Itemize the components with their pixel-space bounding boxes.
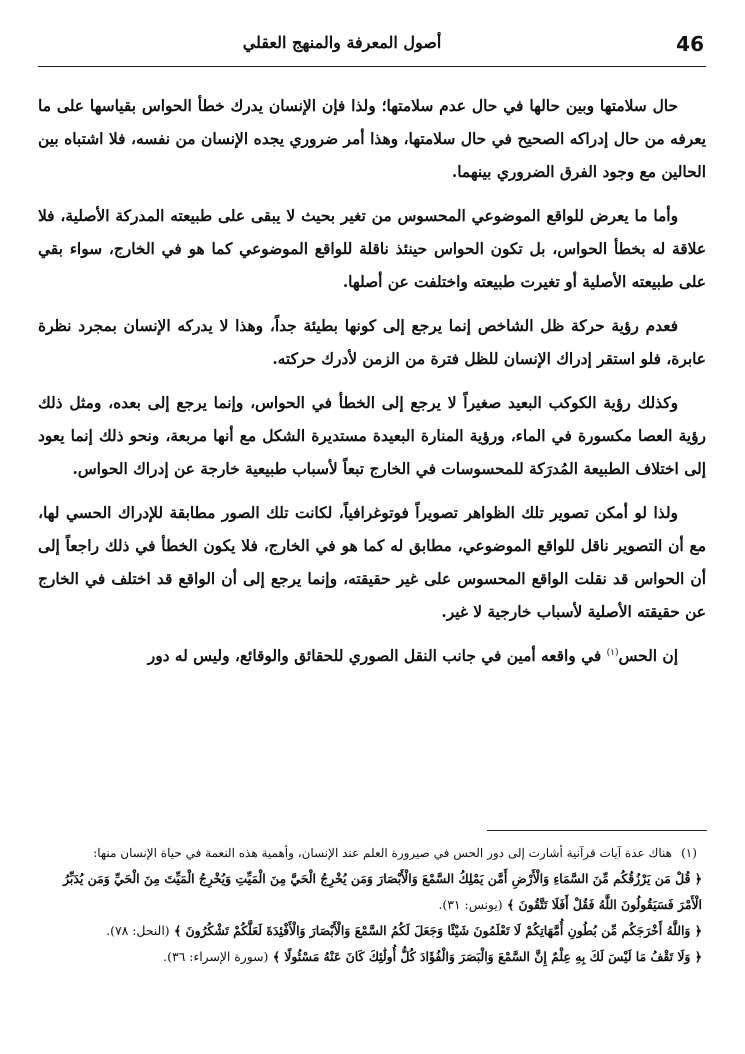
footnote-divider [487, 830, 707, 831]
quran-verse [38, 918, 706, 944]
paragraph-text-end: في واقعه أمين في جانب النقل الصوري للحقائق والوقائع، وليس له دور [147, 647, 607, 665]
paragraph-text-start: إن الحس [618, 647, 678, 665]
footnotes [38, 840, 706, 970]
paragraph: وأما ما يعرض للواقع الموضوعي المحسوس من تغير بحيث لا يبقى على طبيعته المدركة الأصلية، فلا علاقة له بخطأ الحواس، بل تكون الحواس حينئذ ناقلة للواقع الموضوعي كما هو في الخارج، سواء بقي على طبيعته الأصلية أو تغيرت طبيعته واختلفت عن أصلها. [38, 207, 706, 291]
verse-text: ﴿ وَاللَّهُ أَخْرَجَكُم مِّن بُطُونِ أُمَّهَاتِكُمْ لَا تَعْلَمُونَ شَيْئًا وَجَعَلَ لَكُمُ السَّمْعَ وَالْأَبْصَارَ وَالْأَفْئِدَةَ لَعَلَّكُمْ تَشْكُرُونَ ﴾ [173, 923, 702, 938]
paragraph-last [38, 640, 706, 673]
page-header [38, 30, 706, 67]
footnote-1 [38, 840, 706, 866]
verse-reference: (النحل: ٧٨). [106, 923, 170, 938]
footnote-reference[interactable]: (١) [606, 647, 619, 658]
paragraph: وكذلك رؤية الكوكب البعيد صغيراً لا يرجع إلى الخطأ في الحواس، وإنما يرجع إلى بعده، ومثل ذلك رؤية العصا مكسورة في الماء، ورؤية المنارة البعيدة مستديرة الشكل مع أنها مربعة، ونحو ذلك إنما يعود إلى اختلاف الطبيعة المُدرَكة للمحسوسات في الخارج تبعاً لأسباب طبيعية خارجة عن إدراك الحواس. [38, 394, 706, 478]
footnote-number: (١) [681, 846, 697, 860]
footnote-text: هناك عدة آيات قرآنية أشارت إلى دور الحس في صيرورة العلم عند الإنسان، وأهمية هذه النعمة في حياة الإنسان منها: [93, 846, 672, 860]
running-title: أصول المعرفة والمنهج العقلي [242, 33, 442, 52]
paragraph: ولذا لو أمكن تصوير تلك الظواهر تصويراً فوتوغرافياً، لكانت تلك الصور مطابقة للإدراك الحسي لها، مع أن التصوير ناقل للواقع الموضوعي، مطابق له كما هو في الخارج، فلا يكون الخطأ في ذلك راجعاً إلى أن الحواس قد نقلت الواقع المحسوس على غير حقيقته، وإنما يرجع إلى أن الواقع قد اختلف في الخارج عن حقيقته الأصلية لأسباب خارجية لا غير. [38, 504, 706, 621]
body-text [38, 90, 706, 684]
paragraph: فعدم رؤية حركة ظل الشاخص إنما يرجع إلى كونها بطيئة جداً، وهذا لا يدركه الإنسان بمجرد نظرة عابرة، فلو استقر إدراك الإنسان للظل فترة من الزمن لأدرك حركته. [38, 317, 706, 368]
verse-reference: (سورة الإسراء: ٣٦). [163, 949, 269, 964]
quran-verse [38, 866, 706, 918]
page-number: 46 [676, 32, 704, 56]
quran-verse [38, 944, 706, 970]
verse-text: ﴿ وَلَا تَقْفُ مَا لَيْسَ لَكَ بِهِ عِلْمٌ إِنَّ السَّمْعَ وَالْبَصَرَ وَالْفُؤَادَ كُلُّ أُولَٰئِكَ كَانَ عَنْهُ مَسْئُولًا ﴾ [272, 949, 702, 964]
verse-reference: (يونس: ٣١). [438, 897, 503, 912]
paragraph: حال سلامتها وبين حالها في حال عدم سلامتها؛ ولذا فإن الإنسان يدرك خطأ الحواس بقياسها على ما يعرفه من حال إدراكه الصحيح في حال سلامتها، وهذا أمر ضروري يجده الإنسان من نفسه، فلا اشتباه بين الحالين مع وجود الفرق الضروري بينهما. [38, 97, 706, 181]
verse-text: ﴿ قُلْ مَن يَرْزُقُكُم مِّنَ السَّمَاءِ وَالْأَرْضِ أَمَّن يَمْلِكُ السَّمْعَ وَالْأَبْصَارَ وَمَن يُخْرِجُ الْحَيَّ مِنَ الْمَيِّتِ وَيُخْرِجُ الْمَيِّتَ مِنَ الْحَيِّ وَمَن يُدَبِّرُ الْأَمْرَ فَسَيَقُولُونَ اللَّهُ فَقُلْ أَفَلَا تَتَّقُونَ ﴾ [63, 871, 702, 912]
